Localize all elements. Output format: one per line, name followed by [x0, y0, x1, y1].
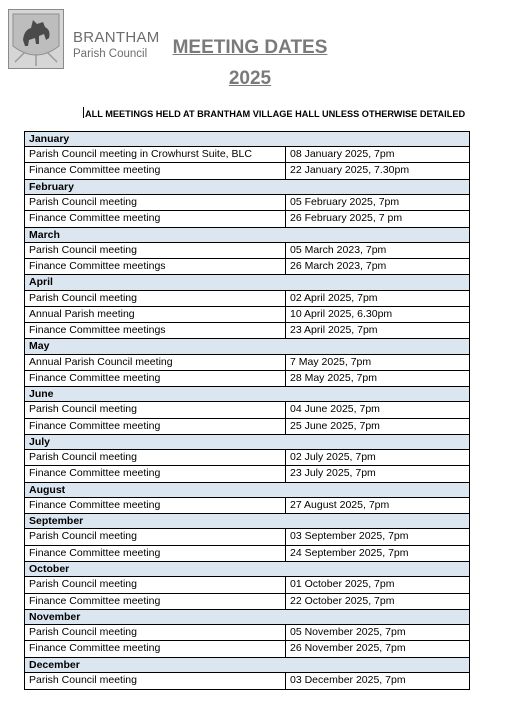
month-header: March: [25, 228, 469, 243]
table-row: [25, 243, 469, 259]
table-row: [25, 546, 469, 562]
table-row: [25, 577, 469, 593]
meeting-name-cell: Finance Committee meeting: [25, 419, 286, 434]
meeting-name-cell: Parish Council meeting in Crowhurst Suite, BLC: [25, 147, 286, 162]
meeting-name-cell: Finance Committee meeting: [25, 641, 286, 656]
table-row: [25, 195, 469, 211]
meeting-date-cell: 03 December 2025, 7pm: [290, 673, 406, 686]
meeting-name-cell: Finance Committee meeting: [25, 594, 286, 609]
month-header: June: [25, 387, 469, 402]
meeting-date-cell: 23 April 2025, 7pm: [290, 324, 378, 337]
meeting-name-cell: Parish Council meeting: [25, 402, 286, 417]
meeting-date-cell: 08 January 2025, 7pm: [290, 148, 395, 161]
venue-note: [83, 107, 465, 119]
meeting-date-cell: 22 October 2025, 7pm: [290, 594, 395, 607]
meeting-date-cell: 23 July 2025, 7pm: [290, 467, 376, 480]
meeting-date-cell: 10 April 2025, 6.30pm: [290, 307, 393, 320]
table-row: [25, 355, 469, 371]
month-header: August: [25, 483, 469, 498]
meeting-date-cell: 26 February 2025, 7 pm: [290, 212, 403, 225]
meeting-date-cell: 25 June 2025, 7pm: [290, 419, 380, 432]
table-row: [25, 529, 469, 545]
meeting-name-cell: Finance Committee meeting: [25, 466, 286, 481]
table-row: [25, 371, 469, 387]
table-row: [25, 147, 469, 163]
meeting-date-cell: 05 March 2023, 7pm: [290, 243, 387, 256]
council-logo: [8, 9, 64, 69]
meeting-date-cell: 01 October 2025, 7pm: [290, 578, 395, 591]
meeting-name-cell: Finance Committee meeting: [25, 546, 286, 561]
meeting-name-cell: Finance Committee meeting: [25, 371, 286, 386]
council-name: BRANTHAM: [73, 29, 160, 46]
meeting-name-cell: Parish Council meeting: [25, 291, 286, 306]
table-row: [25, 498, 469, 514]
month-header: December: [25, 658, 469, 673]
meeting-name-cell: Annual Parish Council meeting: [25, 355, 286, 370]
month-header: February: [25, 180, 469, 195]
meeting-name-cell: Parish Council meeting: [25, 195, 286, 210]
meeting-name-cell: Parish Council meeting: [25, 450, 286, 465]
council-subtitle: Parish Council: [73, 48, 148, 60]
meeting-name-cell: Parish Council meeting: [25, 673, 286, 689]
meeting-date-cell: 28 May 2025, 7pm: [290, 371, 377, 384]
table-row: [25, 307, 469, 323]
month-header: January: [25, 132, 469, 147]
meeting-date-cell: 26 March 2023, 7pm: [290, 260, 387, 273]
table-row: [25, 419, 469, 435]
text-cursor: [83, 107, 84, 118]
meeting-date-cell: 26 November 2025, 7pm: [290, 642, 406, 655]
meeting-date-cell: 22 January 2025, 7.30pm: [290, 164, 410, 177]
table-row: [25, 673, 469, 689]
meeting-date-cell: 05 November 2025, 7pm: [290, 626, 406, 638]
table-row: [25, 211, 469, 227]
meeting-name-cell: Finance Committee meeting: [25, 163, 286, 178]
table-row: [25, 291, 469, 307]
month-header: September: [25, 514, 469, 529]
meeting-name-cell: Finance Committee meeting: [25, 211, 286, 226]
horse-crest-icon: [9, 10, 63, 68]
table-row: [25, 641, 469, 657]
table-row: [25, 259, 469, 275]
meeting-name-cell: Finance Committee meetings: [25, 323, 286, 338]
meeting-name-cell: Finance Committee meetings: [25, 259, 286, 274]
meeting-date-cell: 02 July 2025, 7pm: [290, 451, 376, 464]
table-row: [25, 450, 469, 466]
month-header: April: [25, 275, 469, 290]
table-row: [25, 625, 469, 641]
month-header: November: [25, 610, 469, 625]
meeting-date-cell: 27 August 2025, 7pm: [290, 498, 390, 511]
table-row: [25, 323, 469, 339]
table-row: [25, 402, 469, 418]
meeting-name-cell: Annual Parish meeting: [25, 307, 286, 322]
meeting-date-cell: 7 May 2025, 7pm: [290, 355, 372, 368]
page-title: MEETING DATES: [172, 37, 328, 58]
meeting-date-cell: 24 September 2025, 7pm: [290, 546, 409, 559]
meeting-date-cell: 04 June 2025, 7pm: [290, 403, 380, 416]
meeting-date-cell: 05 February 2025, 7pm: [290, 195, 400, 208]
meeting-schedule-table: [24, 131, 470, 690]
meeting-name-cell: Parish Council meeting: [25, 529, 286, 544]
page-year: 2025: [228, 68, 272, 89]
meeting-name-cell: Parish Council meeting: [25, 577, 286, 592]
meeting-name-cell: Parish Council meeting: [25, 243, 286, 258]
table-row: [25, 163, 469, 179]
meeting-name-cell: Parish Council meeting: [25, 625, 286, 640]
month-header: October: [25, 562, 469, 577]
meeting-date-cell: 02 April 2025, 7pm: [290, 291, 378, 304]
month-header: July: [25, 435, 469, 450]
meeting-date-cell: 03 September 2025, 7pm: [290, 530, 409, 543]
venue-note-text: ALL MEETINGS HELD AT BRANTHAM VILLAGE HALL UNLESS OTHERWISE DETAILED: [85, 109, 466, 119]
month-header: May: [25, 339, 469, 354]
meeting-name-cell: Finance Committee meeting: [25, 498, 286, 513]
table-row: [25, 594, 469, 610]
table-row: [25, 466, 469, 482]
